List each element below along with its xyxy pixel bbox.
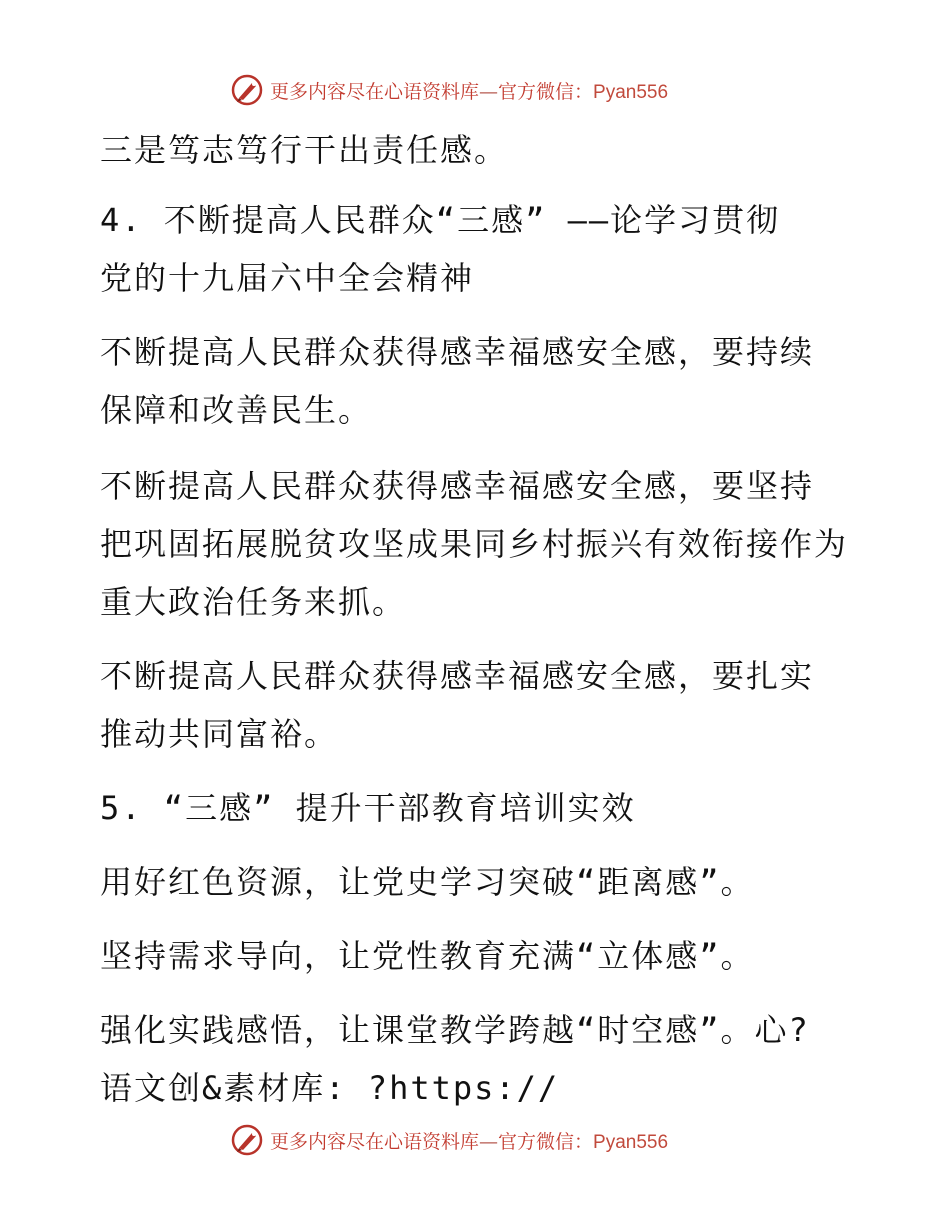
- text-line: 重大政治任务来抓。: [100, 583, 407, 621]
- text-line: 保障和改善民生。: [100, 391, 373, 429]
- pen-circle-logo-icon: [230, 73, 264, 107]
- watermark-official: 官方微信：: [498, 80, 594, 103]
- footer-watermark: [230, 1120, 750, 1160]
- text-line: 把巩固拓展脱贫攻坚成果同乡村振兴有效衔接作为: [100, 525, 849, 563]
- watermark-wechat: Pyan556: [593, 1131, 669, 1153]
- header-watermark: [230, 70, 750, 110]
- text-line: 5. “三感” 提升干部教育培训实效: [100, 789, 636, 827]
- text-line: 党的十九届六中全会精神: [100, 259, 475, 297]
- text-line: 坚持需求导向，让党性教育充满“立体感”。: [100, 937, 755, 975]
- watermark-text: [270, 77, 668, 104]
- text-line: 4. 不断提高人民群众“三感” ——论学习贯彻: [100, 201, 781, 239]
- text-line: 用好红色资源，让党史学习突破“距离感”。: [100, 863, 755, 901]
- watermark-separator: —: [479, 80, 499, 103]
- watermark-main: 更多内容尽在心语资料库: [270, 80, 480, 103]
- text-line: 不断提高人民群众获得感幸福感安全感，要扎实: [100, 657, 815, 695]
- watermark-separator: —: [479, 1130, 499, 1153]
- watermark-wechat: Pyan556: [593, 81, 669, 103]
- text-line: 三是笃志笃行干出责任感。: [100, 131, 509, 169]
- text-line: 语文创&素材库: ?https://: [100, 1069, 560, 1107]
- watermark-official: 官方微信：: [498, 1130, 594, 1153]
- text-line: 不断提高人民群众获得感幸福感安全感，要持续: [100, 333, 815, 371]
- text-line: 不断提高人民群众获得感幸福感安全感，要坚持: [100, 467, 815, 505]
- watermark-text: [270, 1127, 668, 1154]
- pen-circle-logo-icon: [230, 1123, 264, 1157]
- watermark-main: 更多内容尽在心语资料库: [270, 1130, 480, 1153]
- text-line: 推动共同富裕。: [100, 715, 339, 753]
- text-line: 强化实践感悟，让课堂教学跨越“时空感”。心?: [100, 1011, 810, 1049]
